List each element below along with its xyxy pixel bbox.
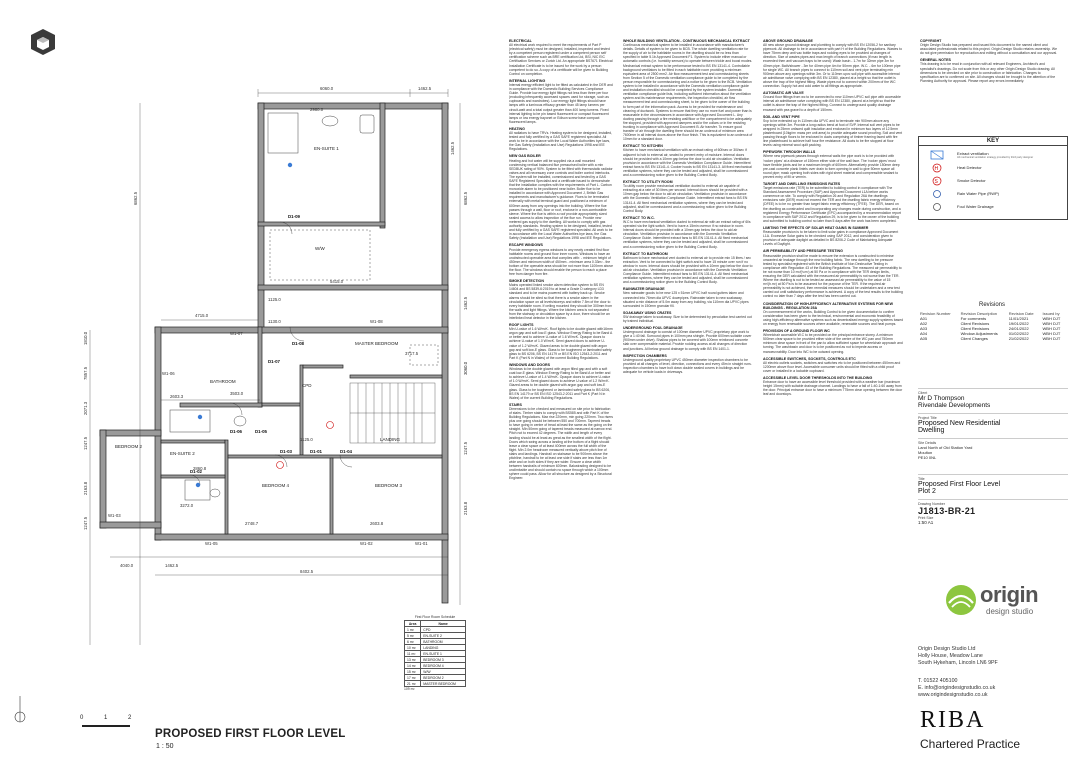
note-heading: RAINWATER DRAINAGE <box>623 287 665 292</box>
scale-tick: 2 <box>128 715 132 721</box>
revisions-block <box>918 302 1066 341</box>
note-heading: EXTRACT TO BATHROOM <box>623 251 668 256</box>
print-size-label: Print Size <box>918 516 934 520</box>
room-bathroom: BATHROOM <box>210 379 236 384</box>
table-cell: Client Revisions <box>960 326 990 331</box>
key-rows <box>919 146 1067 215</box>
origin-logo <box>944 583 1074 619</box>
dim-mid-11: 3503.0 <box>230 391 244 396</box>
note-text: All electric outlets sockets, switches and switches etc to be positioned between 450mm and 1200mm above floor level. Accessible consumer units should be fitted with a child proof cover or installed in a lockable cupboard. <box>763 360 901 373</box>
table-cell: 24/01/2022 <box>1008 326 1029 331</box>
door-tag-3: D1-06 <box>230 429 242 434</box>
dim-mid-6: 3272.0 <box>180 503 194 508</box>
dim-left-3: 2071.3 <box>83 401 88 415</box>
note-heading: SOAKAWAY USING CRATES <box>623 310 672 315</box>
note-text: SW drainage taken to soakaway. Size to be determined by percolation test carried out by trained individual. <box>623 314 752 323</box>
note-heading: SMOKE DETECTION <box>509 279 544 284</box>
dim-left-0: 6862.5 <box>133 191 138 205</box>
drawing-scale: 1 : 50 <box>156 743 174 750</box>
note-heading: EXTRACT TO UTILITY ROOM <box>623 180 673 185</box>
room-ww: W/W <box>315 246 325 251</box>
note-text: Svp to be extended up in 110mm dia UPVC and to terminate min 900mm above any openings within 3m. Provide a long radius bend at foot of SVP. Internal soil vent pipes to be wrapped in 25mm unfaced quilt insulation and enclosed in minimum two layers of 12.5mm plasterboard (10kg/m² mass per unit area) to provide adequate sound proofing. Soil and vent passing through floors to be enclosed in ducts comprising of timber framing faced with fire line plasterboard to achieve half hour fire resistance. All ducts to be fire stopped at floor levels using mineral wool quilt packing. <box>763 118 903 148</box>
title-value: Proposed First Floor Level Plot 2 <box>918 481 1001 495</box>
table-cell: BEDROOM 4 <box>421 663 466 669</box>
note-text: W.C to have mechanical ventilation ducted to external air with an extract rating of 6l/s operated via the light switch. Vent to have a 15min overrun if no window in room. Internal doors should be provided with a 10mm gap below the door to aid air circulation. Ventilation provision in accordance with the Domestic Ventilation Compliance Guide. Intermittent extract fans to BS EN 13141-4. All fixed mechanical ventilation systems, where they can be tested and adjusted, shall be commissioned and a commissioning notice given to the Building Control Body. <box>623 219 751 249</box>
dim-mid-10: 2860.8 <box>193 466 207 471</box>
dim-right-1: 1462.5 <box>463 296 468 310</box>
table-cell: Window Adjustments <box>960 331 998 336</box>
room-schedule <box>404 615 466 691</box>
dim-mid-7: 1125.0 <box>300 437 313 442</box>
note-heading: ESCAPE WINDOWS <box>509 243 543 248</box>
key-item <box>923 200 1063 213</box>
riba-logo: RIBA <box>920 707 986 733</box>
note-text: New rainwater goods to be new 125 x 51mm UPVC half round gutters taken and connected into 76mm dia UPVC downpipes. Rainwater taken to new soakaway, situated a min distance of 5.0m away from any building, via 110mm dia UPVC pipes surrounded in 150mm granular fill. <box>623 291 749 308</box>
table-cell: 01/02/2022 <box>1008 331 1029 336</box>
site-label: Site Details <box>918 441 937 445</box>
drawing-number: J1813-BR-21 <box>918 506 976 516</box>
note-heading: ELECTRICAL <box>509 39 532 43</box>
foul-water-drainage-icon <box>923 202 951 212</box>
table-cell: A05 <box>920 336 928 341</box>
dim-top-0: 6060.0 <box>320 86 334 91</box>
key-item-sub: All mechanical ventilation strategy provided by third party designer <box>957 155 1034 159</box>
key-item-label: Smoke Detector <box>957 178 986 183</box>
room-ensuite2: EN-SUITE 2 <box>170 451 195 456</box>
origin-logo-text: origin <box>980 582 1039 607</box>
revisions-title: Revisions <box>978 302 1005 308</box>
note-text: Where new pipework passes through external walls the pipe work is to be provided with 'rocker pipes' at a distance of 150mm either side of the wall face. The 'rocker pipes' must have flexible joints and be a maximum length of 600mm. Alternatively provide 150mm deep pre-cast concrete plank lintels over drain to form opening in wall to give 50mm space all round pipe; mask opening both sides with rigid sheet material and compressible sealant to prevent entry of fill or vermin. <box>763 154 900 179</box>
drawing-number-label: Drawing Number <box>918 502 945 506</box>
key-item <box>923 148 1063 161</box>
origin-logo-icon <box>944 583 978 617</box>
note-heading: GENERAL NOTES <box>920 58 951 63</box>
note-text: All electrical work required to meet the requirements of Part P (electrical safety) must be designed, installed, inspected and tested by a competent person registered under a competent person self certification scheme such as BRE certification Ltd, BSI, NIC EIC Certification Services or Zurich Ltd. An appropriate BS7671 Electrical Installation Certificate is to be issued for the work by a person competent to do so. A copy of a certificate will be given to Building Control on completion. <box>509 43 613 76</box>
note-heading: INTERNAL LIGHTING <box>509 78 546 83</box>
company-address: Origin Design Studio Ltd Holly House, Meadow Lane South Hykeham, Lincoln LN6 9PF <box>918 646 998 666</box>
dim-mid-9: 2603.8 <box>370 521 384 526</box>
note-heading: NEW GAS BOILER <box>509 154 541 159</box>
note-text: Wheelchair accessible W.C to be provided on the principal entrance storey. A minimum 500mm clear space to be provided either side of the centre of the WC pan and 750mm minimum clear space in front of the pan to allow sufficient space for wheelchair approach and turning. The washbasin and door is to be positioned as not to impede access or manoeuvrability. Door into WC to be outward opening. <box>763 333 903 354</box>
table-cell: BEDROOM 3 <box>421 657 466 663</box>
note-text: On commencement of the works, Building Control to be given documentation to confirm consideration has been given to the technical, environmental and economic feasibility of using high-efficiency alternative systems such as decentralised energy supply systems based on energy from renewable sources where available, renewable sources and heat pumps. <box>763 309 903 326</box>
room-schedule-total: 109 m² <box>404 687 415 692</box>
table-cell: 21/02/2022 <box>1008 336 1029 341</box>
revisions-header: Issued by <box>1042 311 1060 316</box>
title-label: Title <box>918 477 925 481</box>
svg-text:H: H <box>934 165 939 172</box>
room-master: MASTER BEDROOM <box>355 341 399 346</box>
note-heading: ACCESSIBLE LEVEL DOOR THRESHOLDS INTO THE BUILDING <box>763 376 873 381</box>
scale-tick: 1 <box>104 715 108 721</box>
door-tag-2: D1-07 <box>268 359 280 364</box>
table-cell: For comments <box>960 316 987 321</box>
door-tag-1: D1-08 <box>292 341 304 346</box>
table-cell: BEDROOM 2 <box>421 675 466 681</box>
note-heading: UNDERGROUND FOUL DRAINAGE <box>623 326 683 331</box>
room-bed3: BEDROOM 3 <box>375 483 403 488</box>
company-phone: T. 01522 405100 <box>918 678 958 684</box>
table-row <box>405 681 466 687</box>
room-schedule-header: Name <box>421 621 466 627</box>
dim-right-4: 2163.8 <box>463 501 468 515</box>
note-heading: PROVISION OF A GROUND FLOOR WC <box>763 329 830 334</box>
door-tag-6: D1-03 <box>280 449 292 454</box>
dim-left-5: 2163.8 <box>83 481 88 495</box>
table-cell: 11 m² <box>405 651 421 657</box>
table-cell: A04 <box>920 331 928 336</box>
note-heading: LIMITING THE EFFECTS OF SOLAR HEAT GAINS IN SUMMER <box>763 225 869 230</box>
extract-fan-icon <box>923 150 951 160</box>
notes-column-4 <box>920 36 1060 141</box>
window-tag-6: W1-01 <box>415 541 428 546</box>
scale-bar-segment <box>82 725 106 727</box>
dim-top-mid: 2980.0 <box>310 107 324 112</box>
note-text: Origin Design Studio has prepared and issued this document to the named client and associated professionals related to this project. Origin Design Studio retains ownership. We do not give permission for reproduction and editing without a consultation and our approval. <box>920 43 1058 56</box>
smoke-detector-icon <box>923 176 951 186</box>
note-heading: ACCESSIBLE SWITCHES, SOCKETS, CONTROLS ETC <box>763 356 856 361</box>
table-cell: EN-SUITE 2 <box>421 633 466 639</box>
key-item <box>923 161 1063 174</box>
scale-tick: 0 <box>80 715 84 721</box>
table-cell: W/W <box>421 669 466 675</box>
key-title: KEY <box>919 137 1067 146</box>
window-tag-1: W1-07 <box>230 331 243 336</box>
note-heading: AIR PERMEABILITY AND PRESSURE TESTING <box>763 249 843 254</box>
key-item <box>923 187 1063 200</box>
dim-left-1: 7857.5 <box>83 366 88 380</box>
note-text: Dimensions to be checked and measured on site prior to fabrication of stairs. Timber stairs to comply with BS585 and with Part K of the Building Regulations. Max rise 220mm, min going 220mm. Two risers plus one going should be between 550 and 700mm. Tapered treads to have going in centre of tread at least the same as the going on the straight. Min 50mm going of tapered treads measured at narrow end. Pitch not to exceed 42 degrees. The width and length of every landing should be at least as great as the smallest width of the flight. Doors which swing across a landing at the bottom of a flight should leave a clear space of at least 400mm across the full width of the flight. Min 2.0m headroom measured vertically above pitch line of stairs and landings. Handrail on staircase to be 900mm above the pitchline, handrail to be at least one side if stairs are less than 1m wide and on both sides if they are wider. Ensure a clear width between handrails of minimum 600mm. Balustrading designed to be unclimbable and should contain no space through which a 100mm sphere could pass. Allow for all structure as designed by a Structural Engineer. <box>509 406 613 481</box>
company-web: www.origindesignstudio.co.uk <box>918 692 988 698</box>
room-bed2: BEDROOM 2 <box>115 444 143 449</box>
table-cell: 6 m² <box>405 639 421 645</box>
room-schedule-title: First Floor Room Schedule <box>414 615 456 619</box>
key-item-label: Heat Detector <box>957 165 982 170</box>
table-cell: WBH DJT <box>1042 336 1061 341</box>
note-text: Heating and hot water will be supplied via a wall mounted condensing vertical balanced flue pressurised boiler with a min SEDBUK rating of 90%. System to be fitted with thermostatic radiator valves and all necessary zone controls and boiler control interlocks. The system will be installed, commissioned and tested by a GAS SAFE Registered Specialist and a certificate issued to demonstrate that the installation complies with the requirements of Part L. Carbon monoxide alarm to be positioned near boiler. Boiler flue to be installed in accordance with Approved Document J, British Gas requirements and manufacturer's guidance. Flues to be terminated externally with metal terminal guard and positioned a minimum of 600mm away from any openings into the building. Where the flue passes through a wall, floor or roof, enclose in a non-combustible sleeve. Where the flue is within a roof provide appropriately sized sealed access to allow inspection of the flue run. Provide new metered gas supply to the dwelling. All works to comply with gas authority standards. Heating system to be designed, installed, tested and fully certified by a GAS SAFE registered specialist. All work to be in accordance with the Local Water Authorities bye laws, the Gas Safety (Installation and Use) Regulations 1998 and IEE Regulations. <box>509 158 613 241</box>
key-item <box>923 174 1063 187</box>
title-block <box>918 388 1068 525</box>
client-value: Mr D Thompson Rivendale Developments <box>918 395 991 409</box>
door-tag-8: D1-01 <box>310 449 322 454</box>
key-item-label: Extract ventilation <box>957 150 989 156</box>
note-heading: SOIL AND VENT PIPE <box>763 114 800 119</box>
floor-plan <box>30 45 470 685</box>
note-heading: STAIRS <box>509 402 522 407</box>
riba-sub: Chartered Practice <box>920 737 1021 751</box>
key-legend <box>918 136 1068 220</box>
table-cell: WBH DJT <box>1042 326 1061 331</box>
door-tag-5: D1-04 <box>340 449 352 454</box>
dim-left-2: 1810.0 <box>83 331 88 345</box>
note-heading: CONSIDERATION OF HIGH-EFFICIENCY ALTERNATIVE SYSTEMS FOR NEW BUILDINGS - REGULATION 25A <box>763 301 893 310</box>
table-cell: 19/01/2022 <box>1008 321 1029 326</box>
note-text: Internal energy efficient light to be fitted as calculated in the DER and in compliance with the Domestic Building Services Compliance Guide. Provide low energy light fittings not less than three per four (excluding infrequently accessed spaces used for storage, such as cupboards and wardrobes). Low energy light fittings should have lamps with a luminous efficacy greater than 45 lamp lumens per circuit-watt and a total output greater than 400 lamp lumens. Fixed internal lighting to be pin based fluorescent or compact fluorescent lamps or low energy bayonet or Edison screw base compact fluorescent lamps. <box>509 82 613 124</box>
table-cell: 5 m² <box>405 633 421 639</box>
table-cell: 10 m² <box>405 645 421 651</box>
note-heading: EXTRACT TO KITCHEN <box>623 144 663 149</box>
project-label: Project Title <box>918 416 937 420</box>
rain-water-pipe-icon <box>923 189 951 199</box>
dim-right-0: 6862.5 <box>463 191 468 205</box>
table-cell: 15 m² <box>405 669 421 675</box>
table-cell: LANDING <box>421 645 466 651</box>
dim-right-3: 1247.5 <box>463 441 468 455</box>
print-size: 1:50 A1 <box>918 520 934 525</box>
revisions-header: Revision Description <box>960 311 998 316</box>
notes-column-2 <box>623 36 753 556</box>
origin-logo-sub: design studio <box>986 607 1034 616</box>
note-text: Provide emergency egress windows to any newly created first floor habitable rooms and ground floor inner rooms. Windows to have an unobstructed openable area that complies with: - minimum height of 450mm and minimum width of 450mm - minimum area 0.33m² - the bottom of the openable area should be not more than 1100mm above the floor. The windows should enable the person to reach a place free from danger from fire. <box>509 247 613 277</box>
window-tag-4: W1-03 <box>108 513 121 518</box>
dim-mid-0: 5415.0 <box>330 279 344 284</box>
table-cell: WBH DJT <box>1042 316 1061 321</box>
note-text: All new above ground drainage and plumbing to comply with BS EN 12056-2 for sanitary pipework. All drainage to be in accordance with part H of the Building Regulations. Wastes to have 75mm deep anti vac bottle traps and rodding eyes to be provided at changes of direction. Size of wastes pipes and max length of branch connections (if max length is exceeded then anti vacuum traps to be used): Wash basin - 1.7m for 32mm pipe 3m for 40mm pipe. Bath/shower - 3m for 40mm pipe 4m for 50mm pipe. W.C. - 6m for 100mm pipe for single WC. All branch pipes to connect to 110mm soil and vent pipe terminating min 900mm above any openings within 3m. Or to 110mm upvc soil pipe with accessible internal air admittance valve complying with BS EN 12380, placed at a height so that the outlet is above the trap of the highest fitting. Waste pipes not to connect within 200mm of the WC connection. Supply hot and cold water to all fittings as appropriate. <box>763 43 902 89</box>
note-text: Ground floor fittings from wc to be connected to new 110mm UPVC soil pipe with accessible internal air admittance valve complying with BS EN 12380, placed at a height so that the outlet is above the trap of the highest fitting. Connect to underground quality drainage encased with pea gravel to a depth of 150mm. <box>763 95 901 112</box>
window-tag-2: W1-06 <box>162 371 175 376</box>
dim-top-right-a: 1462.5 <box>450 141 455 155</box>
dim-bottom-2: 8402.5 <box>300 569 314 574</box>
table-cell: WBH DJT <box>1042 331 1061 336</box>
dim-mid-3: 1130.0 <box>268 319 281 324</box>
notes-column-1 <box>509 36 613 736</box>
site-value: Land North of Old Station Yard Moulton PE10 0NL <box>918 445 973 460</box>
window-tag-3: W1-05 <box>205 541 218 546</box>
table-cell: CPD <box>421 627 466 633</box>
note-text: All radiators to have TRVs. Heating system to be designed, installed, tested and fully certified by a GAS SAFE registered specialist. All work to be in accordance with the Local Water Authorities bye laws, the Gas Safety (Installation and Use) Regulations 1998 and IEE Regulations. <box>509 130 612 152</box>
note-heading: PIPEWORK THROUGH WALLS <box>763 150 816 155</box>
note-heading: COPYRIGHT <box>920 39 942 43</box>
note-heading: EXTRACT TO W.C. <box>623 215 655 220</box>
table-cell: Client Revisions <box>960 321 990 326</box>
table-cell: 1 m² <box>405 627 421 633</box>
table-cell: A01 <box>920 316 928 321</box>
room-schedule-table <box>404 620 466 687</box>
note-heading: ROOF LIGHTS <box>509 323 534 328</box>
revisions-table <box>918 311 1066 341</box>
room-bed4: BEDROOM 4 <box>262 483 290 488</box>
dim-mid-2: 4715.0 <box>195 313 209 318</box>
note-text: Reasonable provision is to be taken to limit solar gains in compliance Approved Document L1A. Excessive Solar gains to be checked using SAP 2012, and consideration given to provision of adequate daylight as detailed in BS 8206-2 Code of Maintaining Adequate Levels of Daylight. <box>763 230 899 247</box>
note-text: Min U-value of 1.6 W/m²K. Roof lights to be double glazed with16mm argon gap and soft low-E glass. Window Energy Rating to be Band A or better and to achieve U-value of 1.6 W/m²K. Opaque doors to achieve U-value of 1.0 W/m²K. Semi glazed doors to achieve U-value of 1.2 W/m²K. Glazed areas to be double glazed with argon gap and soft low-E glass. Glass to be toughened or laminated safety glass to BS 6206, BS EN 14179 or BS EN ISO 12543-2:2011 and Part K (Part N in Wales) of the current Building Regulations. <box>509 327 613 360</box>
room-landing: LANDING <box>380 437 401 442</box>
door-tag-0: D1-09 <box>288 214 300 219</box>
dim-mid-1: 1125.0 <box>268 297 281 302</box>
key-item-label: Foul Water Drainage <box>957 204 994 209</box>
table-cell: MASTER BEDROOM <box>421 681 466 687</box>
dim-left-6: 1247.5 <box>83 516 88 530</box>
note-text: Mains operated linked smoke alarm detection system to BS EN 14604 and BS 5839-6:2019 to at least a Grade D category LD3 standard and to be mains powered with battery back up. Smoke alarms should be sited so that there is a smoke alarm in the circulation space on all levels/storeys and within 7.5m of the door to every habitable room. If ceiling mounted they should be 300mm from the walls and light fittings. Where the kitchen area is not separated from the stairway or circulation space by a door, there should be an interlinked heat detector in the kitchen. <box>509 283 613 320</box>
table-cell: A02 <box>920 321 928 326</box>
window-tag-5: W1-02 <box>360 541 373 546</box>
note-text: Bathroom to have mechanical vent ducted to external air to provide min 15 litres / sec extraction. Vent to be connected to light switch and to have 15 minute over run if no window in room. Internal doors should be provided with a 10mm gap below the door to aid air circulation. Ventilation provision in accordance with the Domestic Ventilation Compliance Guide. Intermittent extract fans to BS EN 13141-4. All fixed mechanical ventilation systems, where they can be tested and adjusted, shall be commissioned and a commissioning notice given to the Building Control Body. <box>623 255 753 285</box>
note-text: To utility room provide mechanical ventilation ducted to external air capable of extracting at a rate of 30 litres per second. Internal doors should be provided with a 10mm gap below the door to aid air circulation. Ventilation provision in accordance with the Domestic Ventilation Compliance Guide. Intermittent extract fans to BS EN 13141-4. All fixed mechanical ventilation systems, where they can be tested and adjusted, shall be commissioned and a commissioning notice given to the Building Control Body. <box>623 184 748 213</box>
dim-bottom-1: 1462.5 <box>165 563 179 568</box>
table-cell: WBH DJT <box>1042 321 1061 326</box>
note-text: This drawing is to be read in conjunction with all relevant Engineers, Architect's and specialist's drawings. Do not scale from this or any other Origin Design Studio drawing. All dimensions to be checked on site prior to construction or fabrication. Changes to specification are to confirmed on site. All changes should be brought to the attention of the Planning Authority for approval. Please report any errors immediately. <box>920 62 1056 83</box>
dim-mid-5: 2603.3 <box>170 394 184 399</box>
room-schedule-header: Area <box>405 621 421 627</box>
heat-detector-icon <box>923 163 951 173</box>
dim-left-4: 1247.5 <box>83 436 88 450</box>
room-ensuite1: EN-SUITE 1 <box>314 146 339 151</box>
client-label: Client <box>918 391 928 395</box>
note-text: Entrance door to have an accessible level threshold provided with a weather bar (maximum height 15mm) with suitable drainage channel. Landings to have a fall of 1:40-1:60 away from the door. Principal entrance door to have a minimum 775mm clear opening between the door leaf and doorstops. <box>763 380 903 397</box>
note-text: Target emissions rate (TER) to be submitted to building control in compliance with The Standard Assessment Procedure (SAP) and Approved Document L1A before works commence on site. To comply with Regulation 26 and Regulation 26A the dwellings emissions rate (DER) must not exceed the TER and the dwelling fabric energy efficiency (DFEE) is to be no greater than target fabric energy efficiency (TFEE). The DER, based on the dwelling as constructed and incorporating any changes made during construction, and a registered Energy Performance Certificate (EPC) accompanied by a recommendation report in compliance with SAP 2012 and Regulation 29, is to be given to the owner of the building and submitted to building control no later than 5 days after the work has been completed. <box>763 186 901 223</box>
company-email: E. info@origindesignstudio.co.uk <box>918 685 996 691</box>
note-text: Kitchen to have mechanical ventilation with an extract rating of 60l/sec or 30l/sec if adjacent to hob to external air, sealed to prevent entry of moisture. Internal doors should be provided with a 10mm gap below the door to aid air circulation. Ventilation provision in accordance with the Domestic Ventilation Compliance Guide. Intermittent extract fans to BS EN 13141-4. Cooker hoods to BS EN 13141-3. All fixed mechanical ventilation systems, where they can be tested and adjusted, shall be commissioned and a commissioning notice given to the Building Control Body. <box>623 148 752 177</box>
table-cell: 13 m² <box>405 657 421 663</box>
table-cell: 21 m² <box>405 681 421 687</box>
note-heading: AUTOMATIC AIR VALVE <box>763 91 804 96</box>
dim-bottom-0: 4040.0 <box>120 563 134 568</box>
table-cell: A03 <box>920 326 928 331</box>
table-row <box>918 336 1066 341</box>
north-arrow-icon <box>14 694 26 726</box>
note-text: Reasonable provision shall be made to ensure the extension is constructed to minimise unwanted air leakage through the new building fabric. The new dwelling to be pressure tested by specialist registered with the British Institute of Non Destructive Testing in compliance with Regulation 43 of the Building Regulations. The measured air permeability to be not worse than 10 m³/(h.m²) at 50 Pa or in compliance with the TER design limits, ensuring the DER calculated with the measured air permeability is not worse than the TER. Where the dwelling is not to be tested an assessed air permeability to the value of 15 m³/(h.m²) at 50 Pa is to be assumed for the purpose of the TER. If the required air permeability is not achieved, then remedial measures should be undertaken and a new test carried out until satisfactory performance is achieved. A copy of the test results to the building control no later than 7 days after the test has been carried out. <box>763 253 903 299</box>
dim-mid-4: 3717.5 <box>405 351 419 356</box>
note-text: Windows to be double glazed with argon filled gap and with a soft coat low-E glass. Window Energy Rating to be Band A or better and to achieve U-value of 1.4 W/m²K. Opaque doors to achieve U-value of 1.0 W/m²K. Semi glazed doors to achieve U-value of 1.2 W/m²K. Glazed areas to be double glazed with argon gap and soft low-E glass. Glass to be toughened or laminated safety glass to BS 6206, BS EN 14179 or BS EN ISO 12543-2:2011 and Part K (Part N in Wales) of the current Building Regulations. <box>509 367 611 400</box>
notes-column-3 <box>763 36 903 746</box>
dim-right-2: 3060.0 <box>463 361 468 375</box>
dim-mid-8: 2748.7 <box>245 521 259 526</box>
revisions-header: Revision Date <box>1008 311 1034 316</box>
table-cell: BATHROOM <box>421 639 466 645</box>
door-tag-4: D1-05 <box>255 429 267 434</box>
svg-text:S: S <box>934 178 938 185</box>
note-text: Underground drainage to consist of 100mm diameter UPVC proprietary pipe work to give a 1:40 fall. Surround pipes in 100mm pea shingle. Provide 600mm suitable cover (900mm under drive). Shallow pipes to be covered with 100mm reinforced concrete slab over compressible material. Provide rodding access at all changes of direction and junctions. All below ground drainage to comply with BS EN 1401-1. <box>623 330 752 351</box>
note-heading: HEATING <box>509 126 525 131</box>
door-tag-7: D1-02 <box>190 469 202 474</box>
table-cell: 11/01/2021 <box>1008 316 1029 321</box>
window-tag-0: W1-08 <box>370 319 383 324</box>
note-heading: WINDOWS AND DOORS <box>509 362 550 367</box>
table-cell: 14 m² <box>405 663 421 669</box>
table-cell: 17 m² <box>405 675 421 681</box>
key-item-label: Rain Water Pipe (RWP) <box>957 191 1000 196</box>
note-text: Underground quality proprietary UPVC 450mm diameter inspection chambers to be provided at all changes of level, direction, connections and every 45m in straight runs. Inspection chambers to have bolt down double sealed covers in buildings and be adequate for vehicle loads in driveways. <box>623 357 752 375</box>
dim-top-1: 1462.5 <box>418 86 432 91</box>
revisions-header: Revision Number <box>920 311 951 316</box>
note-heading: WHOLE BUILDING VENTILATION - CONTINUOUS MECHANICAL EXTRACT <box>623 39 750 43</box>
drawing-title: PROPOSED FIRST FLOOR LEVEL <box>155 728 346 740</box>
note-text: Continuous mechanical system to be installed in accordance with manufacturer's details. Details of system to be given to BCB. The whole dwelling ventilation rate for the supply of air to the habitable rooms in the dwelling should be no less than specified in table 5.1b Approved Document F1. System to include either manual or automatic controls (i.e. humidity sensors) to operate between trickle and boost modes. Mechanical extract system to be performance tested to BS EN 13141-4. Controllable background ventilators to be fitted in each habitable room providing a minimum equivalent area of 2500 mm2. Air flow measurement test and commissioning sheets from Section 5 of the Domestic ventilation compliance guide to be completed by the person responsible for commissioning and a notice to be given to the BCB. Ventilation system to be installed in accordance with the Domestic ventilation compliance guide and installation checklist should be completed by the system installer. Domestic ventilation compliance guide lists, including sufficient information about the ventilation system and its maintenance requirements, the inspection checklist, air flow measurement test and commissioning sheet, to be given to the owner of the building to form part of the information pack. Access to be provided for maintenance and cleaning of ductwork. Systems to ensure that they use no more fuel and power than is reasonable in the circumstances in accordance with Approved Document L. Any ducting passing through a fire resisting wall/floor or fire compartment to be adequately fire stopped, provided with approved dampers and/or fire collars or in fire resisting trunking in compliance with Approved Document B. Air transfer. To ensure good transfer of air through the dwelling there should be an undercut of minimum area 7600mm in all internal doors above the floor finish. This is equivalent to an undercut of 10mm for a standard door. <box>623 43 753 142</box>
project-value: Proposed New Residential Dwelling <box>918 420 1001 434</box>
note-heading: ABOVE GROUND DRAINAGE <box>763 39 813 43</box>
note-heading: INSPECTION CHAMBERS <box>623 353 667 358</box>
table-cell: EN-SUITE 1 <box>421 651 466 657</box>
table-cell: Client Changes <box>960 336 988 341</box>
note-heading: TARGET AND DWELLING EMISSIONS RATES <box>763 182 841 186</box>
room-cpd: CPD <box>302 383 312 388</box>
